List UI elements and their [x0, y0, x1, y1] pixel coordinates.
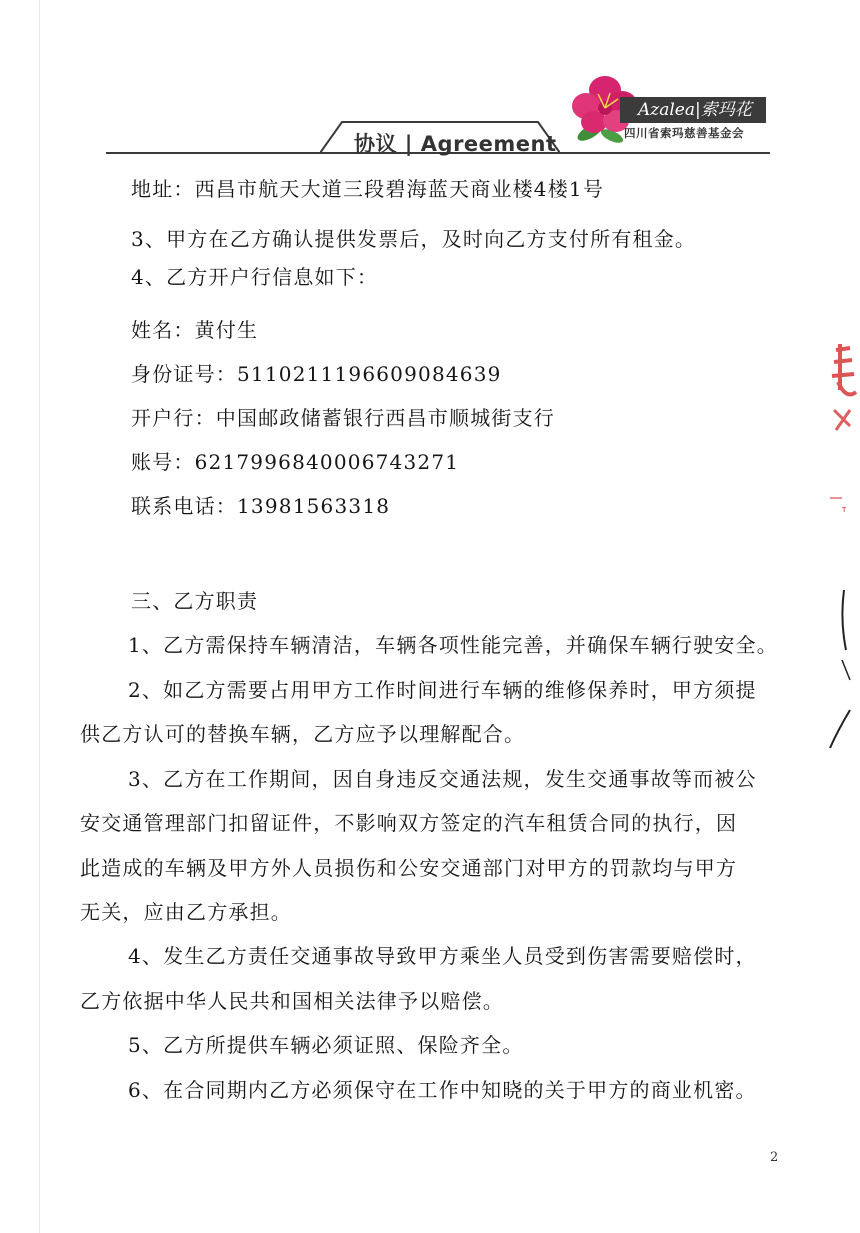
body-line: 供乙方认可的替换车辆，乙方应予以理解配合。	[80, 722, 526, 746]
body-line: 身份证号：511021119660908463​9	[131, 362, 502, 386]
body-line: 1、乙方需保持车辆清洁，车辆各项性能完善，并确保车辆行驶安全。	[128, 633, 778, 657]
body-line: 联系电话：13981563318	[131, 494, 391, 518]
section-heading: 三、乙方职责	[131, 589, 259, 613]
page-header	[0, 0, 860, 170]
body-line: 2、如乙方需要占用甲方工作时间进行车辆的维修保养时，甲方须提	[128, 678, 757, 702]
body-line: 4、发生乙方责任交通事故导致甲方乘坐人员受到伤害需要赔偿时，	[128, 944, 757, 968]
svg-text:T: T	[842, 506, 847, 514]
body-line: 5、乙方所提供车辆必须证照、保险齐全。	[128, 1033, 524, 1057]
body-line: 地址：西昌市航天大道三段碧海蓝天商业楼4楼1号	[131, 177, 605, 201]
body-line: 4、乙方开户行信息如下：	[131, 265, 379, 289]
body-line: 无关，应由乙方承担。	[80, 900, 292, 924]
body-line: 3、乙方在工作期间，因自身违反交通法规，发生交通事故等而被公	[128, 767, 757, 791]
header-title: 协议 | Agreement	[354, 132, 557, 156]
page-margin-rule	[39, 0, 40, 1233]
body-line: 开户行：中国邮政储蓄银行西昌市顺城街支行	[131, 406, 555, 430]
body-line: 账号：6217996840006743271	[131, 450, 460, 474]
body-line: 此造成的车辆及甲方外人员损伤和公安交通部门对甲方的罚款均与甲方	[80, 856, 738, 880]
partial-seal-stamp	[820, 330, 860, 750]
body-line: 3、甲方在乙方确认提供发票后，及时向乙方支付所有租金。	[131, 227, 697, 251]
body-line: 安交通管理部门扣留证件，不影响双方签定的汽车租赁合同的执行，因	[80, 811, 738, 835]
logo-band: Azalea|索玛花	[620, 97, 766, 123]
body-line: 6、在合同期内乙方必须保守在工作中知晓的关于甲方的商业机密。	[128, 1078, 757, 1102]
logo-subtitle: 四川省索玛慈善基金会	[624, 126, 744, 140]
page-number: 2	[770, 1150, 779, 1165]
body-line: 乙方依据中华人民共和国相关法律予以赔偿。	[80, 989, 504, 1013]
body-line: 姓名：黄付生	[131, 318, 259, 342]
